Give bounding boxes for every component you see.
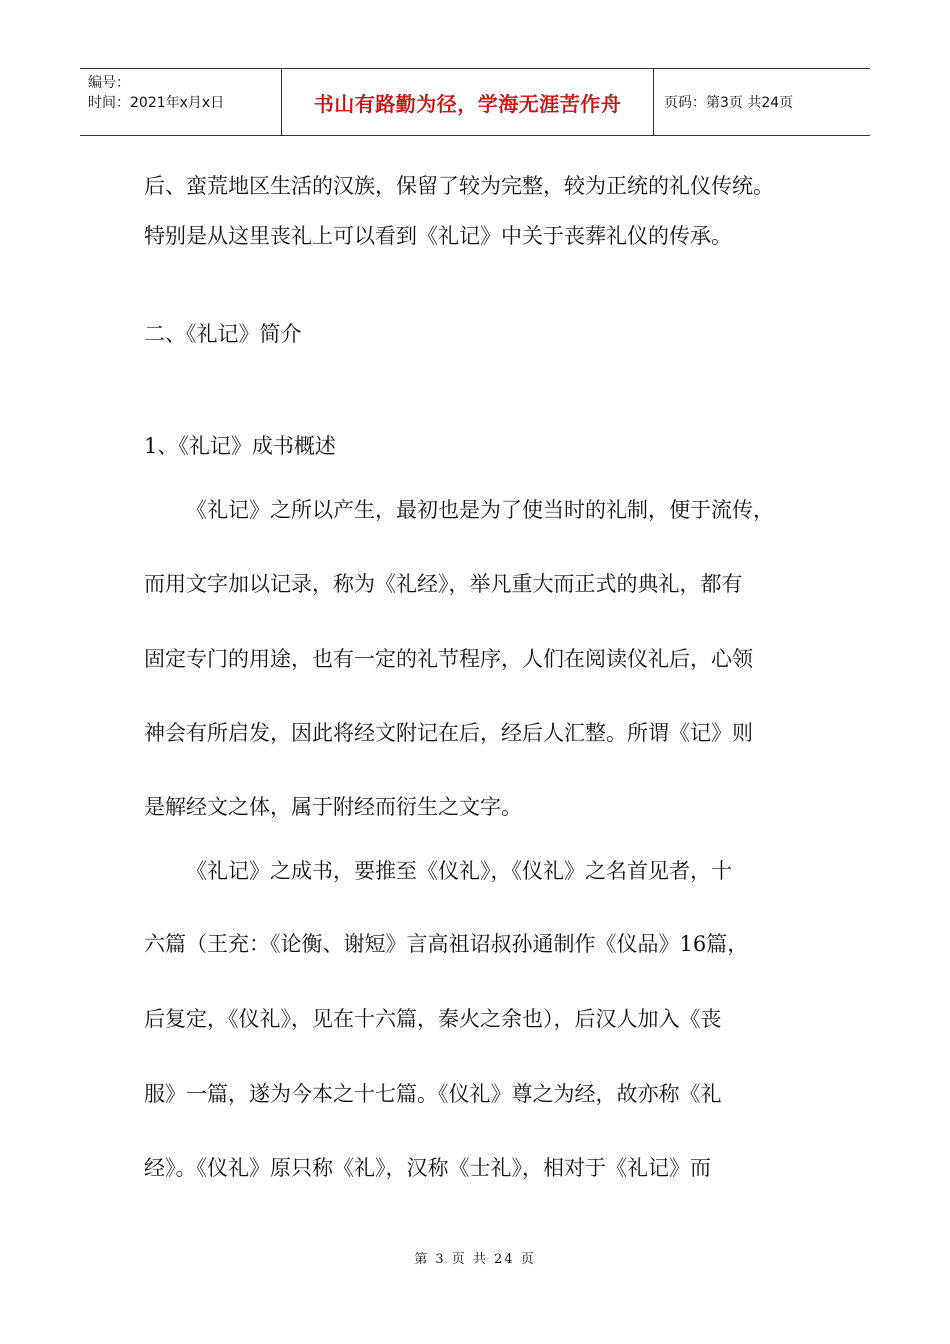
- body-line: 服》一篇，遂为今本之十七篇。《仪礼》尊之为经，故亦称《礼: [144, 1082, 722, 1106]
- page-footer: 第 3 页 共 24 页: [414, 1252, 536, 1267]
- doc-time-label: 时间：2021年x月x日: [88, 95, 225, 111]
- body-line: 固定专门的用途，也有一定的礼节程序，人们在阅读仪礼后，心领: [144, 647, 753, 671]
- header-meta-cell: [80, 69, 282, 135]
- body-line: 神会有所启发，因此将经文附记在后，经后人汇整。所谓《记》则: [144, 721, 753, 745]
- doc-number-label: 编号：: [88, 75, 130, 91]
- body-line: 《礼记》之所以产生，最初也是为了使当时的礼制，便于流传，: [186, 498, 774, 522]
- body-line: 是解经文之体，属于附经而衍生之文字。: [144, 795, 522, 819]
- body-line: 后复定，《仪礼》，见在十六篇，秦火之余也），后汉人加入《丧: [144, 1007, 722, 1031]
- body-line: 而用文字加以记录，称为《礼经》，举凡重大而正式的典礼，都有: [144, 572, 743, 596]
- subsection-heading: 1、《礼记》成书概述: [144, 434, 336, 458]
- section-heading: 二、《礼记》简介: [144, 322, 302, 346]
- body-line: 《礼记》之成书，要推至《仪礼》，《仪礼》之名首见者，十: [186, 859, 732, 883]
- header-motto: 书山有路勤为径，学海无涯苦作舟: [282, 69, 654, 135]
- body-line: 六篇（王充：《论衡、谢短》言高祖诏叔孙通制作《仪品》16篇，: [144, 932, 749, 956]
- body-line: 后、蛮荒地区生活的汉族，保留了较为完整，较为正统的礼仪传统。: [144, 174, 774, 198]
- header-page-info: 页码：第3页 共24页: [664, 95, 794, 111]
- body-line: 经》。《仪礼》原只称《礼》，汉称《士礼》，相对于《礼记》而: [144, 1156, 711, 1180]
- header-table: [80, 68, 870, 136]
- body-line: 特别是从这里丧礼上可以看到《礼记》中关于丧葬礼仪的传承。: [144, 224, 732, 248]
